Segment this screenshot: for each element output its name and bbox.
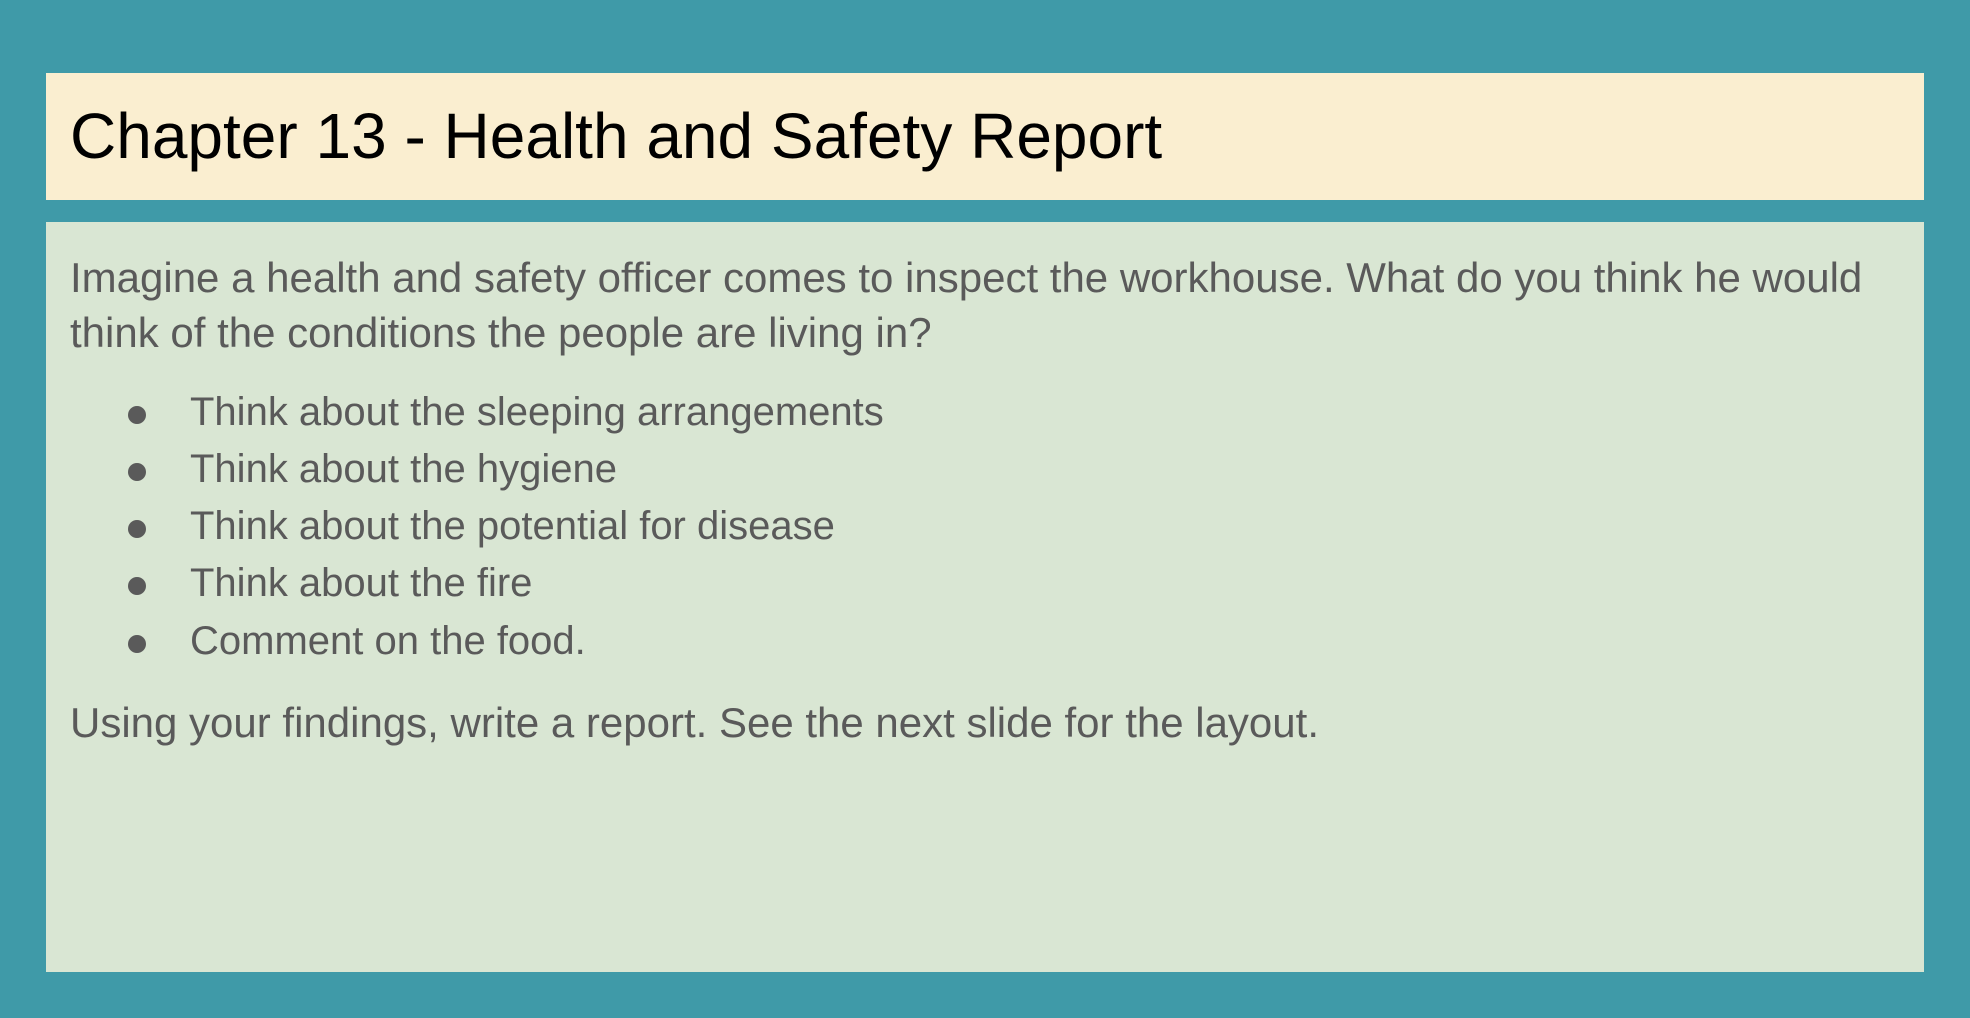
list-item-label: Think about the hygiene	[190, 447, 617, 492]
task-bullet-list	[70, 385, 1884, 669]
list-item	[70, 442, 1884, 497]
bullet-dot-icon	[128, 520, 146, 538]
list-item	[70, 614, 1884, 669]
list-item	[70, 556, 1884, 611]
title-panel	[46, 73, 1924, 200]
bullet-dot-icon	[128, 635, 146, 653]
list-item-label: Comment on the food.	[190, 618, 586, 663]
bullet-dot-icon	[128, 463, 146, 481]
list-item-label: Think about the potential for disease	[190, 504, 835, 549]
intro-paragraph: Imagine a health and safety officer comes to inspect the workhouse. What do you think he would think of the conditions the people are living in?	[70, 254, 1863, 357]
body-panel	[46, 222, 1924, 972]
list-item	[70, 499, 1884, 554]
closing-paragraph: Using your findings, write a report. See the next slide for the layout.	[70, 698, 1319, 746]
list-item-label: Think about the fire	[190, 561, 533, 606]
bullet-dot-icon	[128, 406, 146, 424]
bullet-dot-icon	[128, 577, 146, 595]
list-item	[70, 385, 1884, 440]
list-item-label: Think about the sleeping arrangements	[190, 389, 884, 434]
page-title: Chapter 13 - Health and Safety Report	[70, 100, 1163, 173]
